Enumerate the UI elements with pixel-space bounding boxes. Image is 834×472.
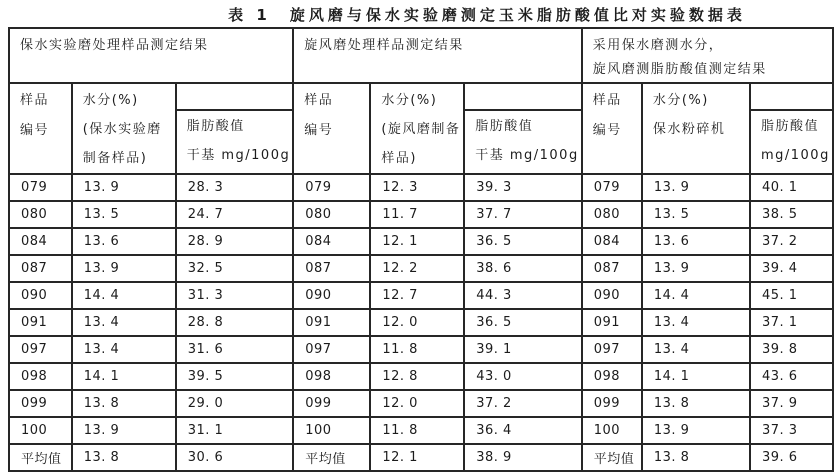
header-line: 编号: [20, 123, 50, 138]
cell-fat-acid-value: 28. 9: [176, 228, 294, 255]
cell-fat-acid-value: 31. 3: [176, 282, 294, 309]
cell-moisture-value: 13. 4: [72, 336, 176, 363]
cell-moisture-value: 14. 4: [642, 282, 750, 309]
cell-sample-number: 091: [9, 309, 72, 336]
cell-fat-acid-value: 37. 2: [750, 228, 833, 255]
table-row: [9, 444, 833, 471]
cell-fat-acid-value: 36. 4: [464, 417, 582, 444]
cell-fat-acid-value: 39. 8: [750, 336, 833, 363]
cell-sample-number: 084: [582, 228, 642, 255]
cell-fat-acid-value: 44. 3: [464, 282, 582, 309]
cell-sample-number: 091: [582, 309, 642, 336]
table-row: [9, 417, 833, 444]
header-spacer-cell: [176, 83, 294, 110]
header-line: (旋风磨制备: [381, 122, 461, 137]
cell-sample-number: 080: [293, 201, 370, 228]
header-moisture: [72, 83, 176, 174]
header-spacer-cell: [464, 83, 582, 110]
header-line: mg/100g: [760, 148, 830, 164]
cell-moisture-value: 13. 4: [72, 309, 176, 336]
header-line: 干基 mg/100g: [186, 148, 291, 164]
cell-fat-acid-value: 37. 2: [464, 390, 582, 417]
cell-moisture-value: 12. 8: [370, 363, 464, 390]
cell-fat-acid-value: 39. 1: [464, 336, 582, 363]
header-fat-acid-value: [176, 110, 294, 174]
cell-moisture-value: 13. 8: [642, 444, 750, 471]
cell-moisture-value: 14. 1: [72, 363, 176, 390]
cell-sample-number: 087: [582, 255, 642, 282]
column-header-row: [9, 83, 833, 110]
header-line: 干基 mg/100g: [475, 148, 579, 164]
cell-moisture-value: 13. 9: [642, 174, 750, 201]
cell-fat-acid-value: 39. 3: [464, 174, 582, 201]
cell-sample-number: 091: [293, 309, 370, 336]
cell-fat-acid-value: 36. 5: [464, 309, 582, 336]
table-row: [9, 309, 833, 336]
cell-moisture-value: 11. 7: [370, 201, 464, 228]
cell-moisture-value: 13. 9: [642, 417, 750, 444]
cell-sample-number: 090: [293, 282, 370, 309]
cell-fat-acid-value: 39. 4: [750, 255, 833, 282]
table-row: [9, 390, 833, 417]
cell-fat-acid-value: 24. 7: [176, 201, 294, 228]
cell-moisture-value: 12. 2: [370, 255, 464, 282]
cell-fat-acid-value: 32. 5: [176, 255, 294, 282]
cell-fat-acid-value: 29. 0: [176, 390, 294, 417]
cell-sample-number: 080: [582, 201, 642, 228]
cell-sample-number: 084: [9, 228, 72, 255]
cell-sample-number: 079: [293, 174, 370, 201]
header-line: 制备样品): [82, 151, 148, 166]
cell-moisture-value: 13. 8: [642, 390, 750, 417]
cell-moisture-value: 13. 9: [72, 417, 176, 444]
cell-fat-acid-value: 30. 6: [176, 444, 294, 471]
header-line: 水分(%): [82, 93, 139, 108]
header-line: 脂肪酸值: [760, 119, 819, 135]
cell-sample-number: 098: [293, 363, 370, 390]
cell-sample-number: 097: [293, 336, 370, 363]
cell-sample-number: 080: [9, 201, 72, 228]
cell-fat-acid-value: 37. 3: [750, 417, 833, 444]
table-row: [9, 363, 833, 390]
cell-moisture-value: 13. 4: [642, 309, 750, 336]
header-line: 样品): [381, 151, 417, 166]
cell-sample-number: 099: [582, 390, 642, 417]
cell-sample-number: 090: [9, 282, 72, 309]
cell-sample-number: 079: [582, 174, 642, 201]
group-title-cyclone-mill: [293, 28, 581, 83]
cell-fat-acid-value: 38. 9: [464, 444, 582, 471]
cell-fat-acid-value: 39. 5: [176, 363, 294, 390]
group-title-line: 保水实验磨处理样品测定结果: [20, 38, 209, 53]
cell-moisture-value: 12. 0: [370, 309, 464, 336]
header-line: 保水粉碎机: [652, 122, 726, 137]
cell-sample-number: 098: [582, 363, 642, 390]
cell-moisture-value: 12. 7: [370, 282, 464, 309]
header-sample-number: [582, 83, 642, 174]
cell-fat-acid-value: 45. 1: [750, 282, 833, 309]
cell-sample-number: 平均值: [9, 444, 72, 471]
cell-fat-acid-value: 31. 6: [176, 336, 294, 363]
cell-moisture-value: 13. 8: [72, 390, 176, 417]
cell-fat-acid-value: 37. 1: [750, 309, 833, 336]
comparison-data-table: [8, 27, 834, 472]
group-title-combined-method: [582, 28, 833, 83]
cell-fat-acid-value: 37. 7: [464, 201, 582, 228]
header-sample-number: [9, 83, 72, 174]
cell-moisture-value: 14. 4: [72, 282, 176, 309]
cell-fat-acid-value: 43. 0: [464, 363, 582, 390]
cell-fat-acid-value: 38. 6: [464, 255, 582, 282]
cell-sample-number: 100: [293, 417, 370, 444]
cell-sample-number: 099: [293, 390, 370, 417]
cell-sample-number: 098: [9, 363, 72, 390]
cell-moisture-value: 12. 0: [370, 390, 464, 417]
cell-sample-number: 平均值: [582, 444, 642, 471]
group-title-line: 旋风磨处理样品测定结果: [304, 38, 464, 53]
header-line: 样品: [20, 93, 50, 108]
cell-moisture-value: 13. 9: [72, 174, 176, 201]
header-line: 脂肪酸值: [186, 119, 245, 135]
header-line: 水分(%): [381, 93, 438, 108]
header-line: 脂肪酸值: [475, 119, 534, 135]
cell-sample-number: 087: [9, 255, 72, 282]
cell-moisture-value: 13. 6: [72, 228, 176, 255]
cell-fat-acid-value: 28. 8: [176, 309, 294, 336]
cell-sample-number: 079: [9, 174, 72, 201]
header-line: 水分(%): [652, 93, 709, 108]
cell-sample-number: 100: [9, 417, 72, 444]
cell-moisture-value: 13. 5: [642, 201, 750, 228]
header-line: 样品: [592, 93, 622, 108]
cell-sample-number: 090: [582, 282, 642, 309]
cell-fat-acid-value: 28. 3: [176, 174, 294, 201]
table-row: [9, 228, 833, 255]
cell-sample-number: 087: [293, 255, 370, 282]
header-fat-acid-value: [464, 110, 582, 174]
table-head: [9, 28, 833, 174]
cell-moisture-value: 12. 1: [370, 444, 464, 471]
cell-fat-acid-value: 37. 9: [750, 390, 833, 417]
cell-moisture-value: 11. 8: [370, 336, 464, 363]
header-line: (保水实验磨: [82, 122, 162, 137]
cell-moisture-value: 14. 1: [642, 363, 750, 390]
header-sample-number: [293, 83, 370, 174]
cell-fat-acid-value: 36. 5: [464, 228, 582, 255]
cell-moisture-value: 13. 5: [72, 201, 176, 228]
table-row: [9, 174, 833, 201]
cell-sample-number: 097: [582, 336, 642, 363]
cell-moisture-value: 13. 8: [72, 444, 176, 471]
group-title-baoshui-mill: [9, 28, 293, 83]
cell-fat-acid-value: 40. 1: [750, 174, 833, 201]
group-title-line: 采用保水磨测水分，: [592, 38, 724, 53]
group-title-row: [9, 28, 833, 83]
table-body: [9, 174, 833, 471]
table-row: [9, 282, 833, 309]
cell-moisture-value: 12. 1: [370, 228, 464, 255]
cell-fat-acid-value: 31. 1: [176, 417, 294, 444]
cell-fat-acid-value: 38. 5: [750, 201, 833, 228]
header-fat-acid-value: [750, 110, 833, 174]
group-title-line: 旋风磨测脂肪酸值测定结果: [592, 62, 767, 77]
header-moisture: [642, 83, 750, 174]
cell-sample-number: 100: [582, 417, 642, 444]
header-line: 编号: [304, 123, 334, 138]
header-spacer-cell: [750, 83, 833, 110]
cell-sample-number: 099: [9, 390, 72, 417]
cell-moisture-value: 13. 4: [642, 336, 750, 363]
header-moisture: [370, 83, 464, 174]
cell-sample-number: 084: [293, 228, 370, 255]
cell-fat-acid-value: 39. 6: [750, 444, 833, 471]
header-line: 样品: [304, 93, 334, 108]
header-line: 编号: [592, 123, 622, 138]
cell-sample-number: 平均值: [293, 444, 370, 471]
cell-moisture-value: 13. 9: [72, 255, 176, 282]
table-caption: 表 1 旋风磨与保水实验磨测定玉米脂肪酸值比对实验数据表: [228, 6, 746, 24]
cell-moisture-value: 11. 8: [370, 417, 464, 444]
cell-sample-number: 097: [9, 336, 72, 363]
cell-fat-acid-value: 43. 6: [750, 363, 833, 390]
cell-moisture-value: 12. 3: [370, 174, 464, 201]
cell-moisture-value: 13. 6: [642, 228, 750, 255]
table-row: [9, 336, 833, 363]
table-row: [9, 201, 833, 228]
cell-moisture-value: 13. 9: [642, 255, 750, 282]
table-row: [9, 255, 833, 282]
